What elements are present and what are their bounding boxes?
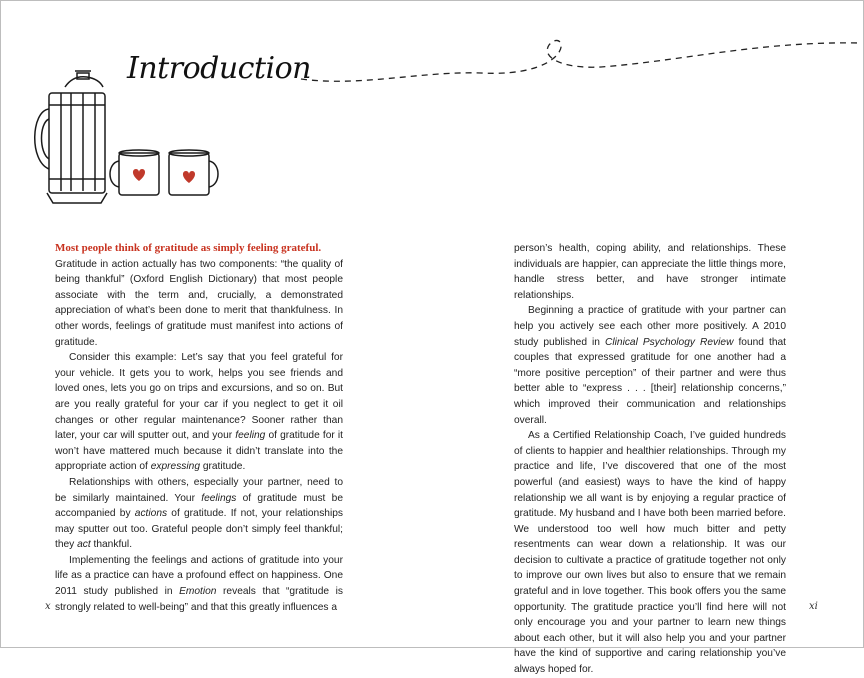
paragraph: Beginning a practice of gratitude with your partner can help you actively see each other more positively. A 2010 study published in Clinical Psychology Review found that couples that expressed gratitude for one another had a “more positive perception” of their partner and were thus better able to “express . . . [their] relationship concerns,” which improved their communication and relationships overall. <box>514 305 786 426</box>
paragraph: As a Certified Relationship Coach, I’ve guided hundreds of clients to happier and healthier relationships. Through my practice and life, I’ve discovered that one of the most powerful (and easiest) ways to have the kind of happy relationship we all want is by enjoying a regular practice of gratitude. My husband and I have both been married before. We understood too well how much bitter and petty resentments can wear down a relationship. It was our decision to cultivate a practice of gratitude together not only to improve our own lives but also to ensure that we remain grateful and in love together. This book offers you the same opportunity. The gratitude practice you’ll find here will not only encourage you and your partner to learn new things about each other, but it will also help you and your partner have the kind of supportive and caring relationship you’ve always hoped for. <box>514 430 786 676</box>
left-page-text <box>55 241 343 615</box>
heart-icon <box>133 169 145 181</box>
chapter-heading: Introduction <box>127 51 311 86</box>
page-number-right: xi <box>809 601 818 612</box>
paragraph: Relationships with others, especially your partner, need to be similarly maintained. Your feelings of gratitude must be accompanied by actions of gratitude. If not, your relationships may sputter out too. Grateful people don’t simply feel thankful; they act thankful. <box>55 476 343 551</box>
illustration <box>1 1 863 221</box>
right-page-text <box>514 241 786 678</box>
heart-icon <box>183 171 195 183</box>
french-press-icon <box>35 71 107 203</box>
dashed-swirl-line <box>301 40 859 81</box>
paragraph: Consider this example: Let’s say that you feel grateful for your vehicle. It gets you to work, helps you see friends and loved ones, lets you go on trips and excursions, and so on. But are you really grateful for your car if you neglect to get it oil changes or other regular maintenance? Sooner rather than later, your car will sputter out, and your feeling of gratitude for it won’t have mattered much because it didn’t translate into the appropriate action of expressing gratitude. <box>55 352 343 473</box>
paragraph: person’s health, coping ability, and relationships. These individuals are happier, can appreciate the little things more, handle stress better, and have stronger intimate relationships. <box>514 243 786 301</box>
page-number-left: x <box>45 601 51 612</box>
lead-sentence: Most people think of gratitude as simply feeling grateful. <box>55 242 322 254</box>
paragraph: Most people think of gratitude as simply feeling grateful. Gratitude in action actually has two components: “the quality of being thankful” (Oxford English Dictionary) that most people associate with the term and, crucially, a demonstrated appreciation of what’s been done to merit that thankfulness. In other words, feelings of gratitude must manifest into actions of gratitude. <box>55 242 343 348</box>
paragraph: Implementing the feelings and actions of gratitude into your life as a practice can have a profound effect on happiness. One 2011 study published in Emotion reveals that “gratitude is strongly related to well-being” and that this greatly influences a <box>55 554 343 613</box>
